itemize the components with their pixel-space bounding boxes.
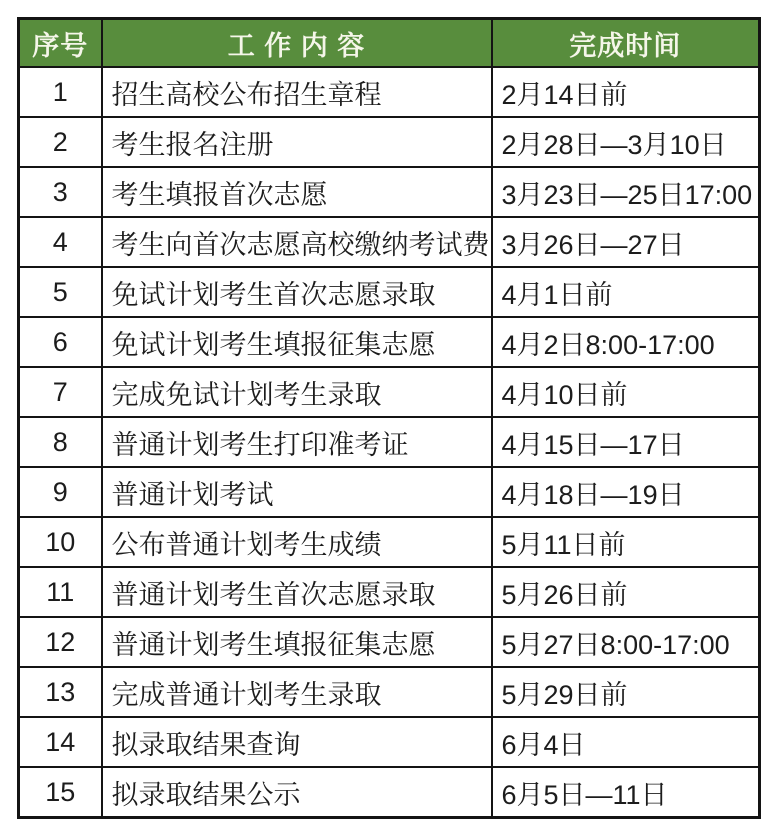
row-task: 考生填报首次志愿 — [102, 167, 492, 217]
row-number: 8 — [19, 417, 102, 467]
row-task: 拟录取结果公示 — [102, 767, 492, 818]
row-task: 完成普通计划考生录取 — [102, 667, 492, 717]
row-number: 12 — [19, 617, 102, 667]
row-number: 13 — [19, 667, 102, 717]
row-task: 考生报名注册 — [102, 117, 492, 167]
table-row — [19, 617, 760, 667]
table-row — [19, 317, 760, 367]
row-number: 3 — [19, 167, 102, 217]
row-number: 6 — [19, 317, 102, 367]
schedule-table — [17, 17, 761, 819]
table-row — [19, 167, 760, 217]
table-row — [19, 717, 760, 767]
row-task: 拟录取结果查询 — [102, 717, 492, 767]
row-task: 普通计划考生填报征集志愿 — [102, 617, 492, 667]
row-number: 11 — [19, 567, 102, 617]
table-row — [19, 417, 760, 467]
row-number: 15 — [19, 767, 102, 818]
row-task: 普通计划考试 — [102, 467, 492, 517]
row-task: 考生向首次志愿高校缴纳考试费 — [102, 217, 492, 267]
table-row — [19, 767, 760, 818]
row-number: 4 — [19, 217, 102, 267]
row-time: 4月18日—19日 — [492, 467, 760, 517]
row-time: 4月15日—17日 — [492, 417, 760, 467]
row-task: 完成免试计划考生录取 — [102, 367, 492, 417]
table-row — [19, 667, 760, 717]
table-row — [19, 517, 760, 567]
row-task: 公布普通计划考生成绩 — [102, 517, 492, 567]
row-number: 2 — [19, 117, 102, 167]
table-body — [19, 67, 760, 818]
row-time: 4月10日前 — [492, 367, 760, 417]
row-time: 6月5日—11日 — [492, 767, 760, 818]
row-time: 5月29日前 — [492, 667, 760, 717]
row-time: 5月27日8:00-17:00 — [492, 617, 760, 667]
row-task: 免试计划考生填报征集志愿 — [102, 317, 492, 367]
row-time: 3月26日—27日 — [492, 217, 760, 267]
table-row — [19, 217, 760, 267]
header-cell-number: 序号 — [19, 19, 102, 68]
row-time: 6月4日 — [492, 717, 760, 767]
row-number: 9 — [19, 467, 102, 517]
header-row — [19, 19, 760, 68]
row-time: 2月28日—3月10日 — [492, 117, 760, 167]
header-cell-completion-time: 完成时间 — [492, 19, 760, 68]
header-cell-work-content: 工 作 内 容 — [102, 19, 492, 68]
row-task: 招生高校公布招生章程 — [102, 67, 492, 117]
row-task: 普通计划考生打印准考证 — [102, 417, 492, 467]
row-number: 7 — [19, 367, 102, 417]
row-number: 10 — [19, 517, 102, 567]
row-time: 4月1日前 — [492, 267, 760, 317]
table-row — [19, 117, 760, 167]
row-time: 2月14日前 — [492, 67, 760, 117]
row-number: 5 — [19, 267, 102, 317]
row-task: 普通计划考生首次志愿录取 — [102, 567, 492, 617]
row-time: 5月11日前 — [492, 517, 760, 567]
table-row — [19, 367, 760, 417]
row-time: 4月2日8:00-17:00 — [492, 317, 760, 367]
table-row — [19, 267, 760, 317]
row-time: 3月23日—25日17:00 — [492, 167, 760, 217]
row-task: 免试计划考生首次志愿录取 — [102, 267, 492, 317]
table-row — [19, 467, 760, 517]
row-time: 5月26日前 — [492, 567, 760, 617]
row-number: 1 — [19, 67, 102, 117]
row-number: 14 — [19, 717, 102, 767]
table-row — [19, 67, 760, 117]
table-row — [19, 567, 760, 617]
